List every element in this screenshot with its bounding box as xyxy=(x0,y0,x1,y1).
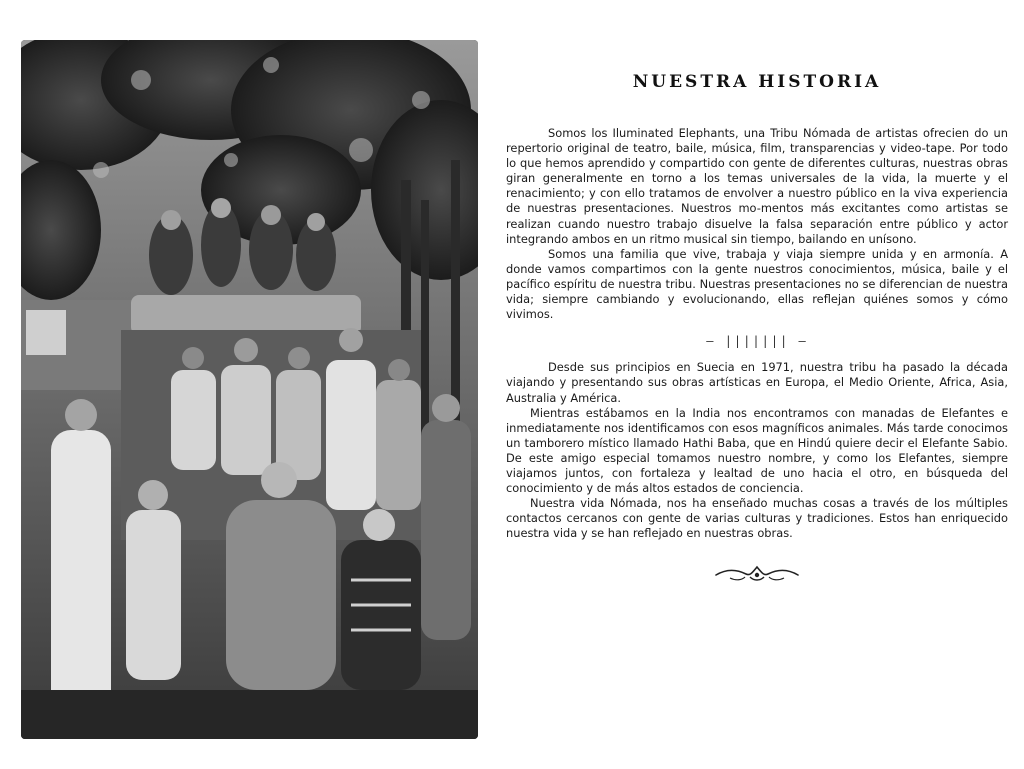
paragraph: Desde sus principios en Suecia en 1971, nuestra tribu ha pasado la década viajando y presentando sus obras artísticas en Europa, el Medio Oriente, Africa, Asia, Australia y América. xyxy=(506,360,1008,405)
group-photograph xyxy=(21,40,478,739)
body-text xyxy=(506,126,1008,541)
text-page xyxy=(506,60,1008,740)
page-title: NUESTRA HISTORIA xyxy=(632,72,882,92)
paragraph: Nuestra vida Nómada, nos ha enseñado muchas cosas a través de los múltiples contactos cercanos con gente de varias culturas y tradiciones. Estos han enriquecido nuestra vida y se han reflejado en nuestras obras. xyxy=(506,496,1008,541)
paragraph: Mientras estábamos en la India nos encontramos con manadas de Elefantes e inmediatamente nos identificamos con esos magníficos animales. Más tarde conocimos un tamborero místico llamado Hathi Baba, que en Hindú quiere decir el Elefante Sabio. De este amigo especial tomamos nuestro nombre, y como los Elefantes, siempre viajamos juntos, con fortaleza y lealtad de uno hacia el otro, en búsqueda del conocimiento y de más altos estados de conciencia. xyxy=(506,405,1008,496)
section-separator: — ||||||| — xyxy=(706,334,808,349)
paragraph: Somos una familia que vive, trabaja y viaja siempre unida y en armonía. A donde vamos compartimos con la gente nuestros conocimientos, música, baile y el pacífico espíritu de nuestra tribu. Nuestras presentaciones no se diferencian de nuestra vida; siempre cambiando y evolucionando, ellas reflejan quiénes somos y cómo vivimos. xyxy=(506,246,1008,322)
flourish-ornament-icon xyxy=(712,561,802,585)
photo-illustration xyxy=(21,40,478,739)
paragraph: Somos los Iluminated Elephants, una Tribu Nómada de artistas ofrecien do un repertorio original de teatro, baile, música, film, transparencias y video-tape. Por todo lo que hemos aprendido y compartido con gente de diferentes culturas, nuestras obras giran generalmente en torno a los temas universales de la vida, la muerte y el renacimiento; y con ello tratamos de envolver a nuestro público en la viva experiencia de nuestras presentaciones. Nuestros mo-mentos más excitantes como artistas se realizan cuando nuestro trabajo disuelve la falsa separación entre público y actor integrando ambos en un ritmo musical sin tiempo, bailando en unísono. xyxy=(506,126,1008,246)
